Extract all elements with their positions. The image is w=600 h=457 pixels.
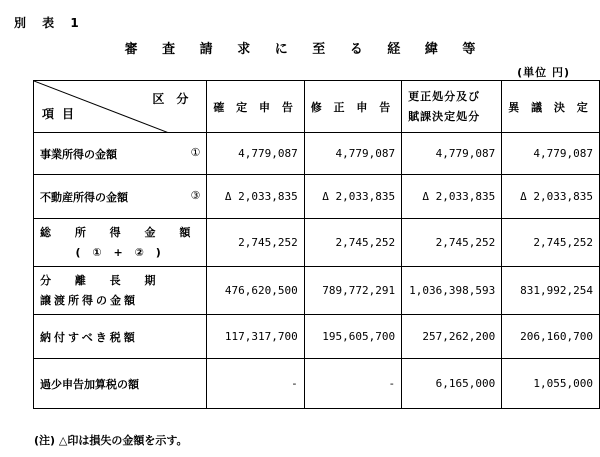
table-cell: Δ 2,033,835	[502, 175, 600, 219]
col-header-4: 異 議 決 定	[502, 81, 600, 133]
table-cell: 1,055,000	[502, 359, 600, 409]
table-cell: 257,262,200	[402, 315, 502, 359]
col-header-3-line2: 賦課決定処分	[408, 109, 481, 123]
table-cell: 2,745,252	[304, 219, 401, 267]
table-cell: 2,745,252	[502, 219, 600, 267]
table-cell: 4,779,087	[304, 133, 401, 175]
table-row	[34, 359, 600, 409]
table-cell: Δ 2,033,835	[207, 175, 304, 219]
table-cell: 831,992,254	[502, 267, 600, 315]
row-sublabel-text: 譲渡所得の金額	[40, 293, 138, 307]
table-row	[34, 267, 600, 315]
row-label	[34, 175, 207, 219]
table-row	[34, 315, 600, 359]
row-label	[34, 133, 207, 175]
page-title: 審 査 請 求 に 至 る 経 緯 等	[124, 42, 486, 57]
row-label-text: 過少申告加算税の額	[40, 377, 139, 391]
footnote: (注) △印は損失の金額を示す。	[34, 434, 188, 447]
table-cell: 4,779,087	[402, 133, 502, 175]
table-cell: 789,772,291	[304, 267, 401, 315]
table-cell: 4,779,087	[502, 133, 600, 175]
table-cell: -	[304, 359, 401, 409]
row-label-text: 総 所 得 金 額	[40, 225, 201, 239]
table-row	[34, 175, 600, 219]
col-header-2: 修 正 申 告	[304, 81, 401, 133]
table-cell: 117,317,700	[207, 315, 304, 359]
table-cell: 6,165,000	[402, 359, 502, 409]
header-row	[34, 81, 600, 133]
row-label	[34, 359, 207, 409]
row-label-text: 納付すべき税額	[40, 330, 138, 344]
table-cell: 2,745,252	[207, 219, 304, 267]
corner-header	[34, 81, 207, 133]
table-cell: 195,605,700	[304, 315, 401, 359]
table-label: 別 表 1	[14, 16, 85, 30]
row-label-text: 事業所得の金額	[40, 147, 117, 161]
row-label	[34, 219, 207, 267]
row-sublabel-text: ( ① + ② )	[75, 245, 165, 259]
col-header-3	[402, 81, 502, 133]
table-cell: 4,779,087	[207, 133, 304, 175]
row-mark: ③	[190, 188, 201, 202]
table-row	[34, 219, 600, 267]
table-cell: 2,745,252	[402, 219, 502, 267]
col-header-3-line1: 更正処分及び	[408, 89, 481, 103]
corner-bottom-label: 項目	[42, 107, 83, 121]
table-row	[34, 133, 600, 175]
col-header-1: 確 定 申 告	[207, 81, 304, 133]
row-mark: ①	[190, 145, 201, 159]
table-cell: Δ 2,033,835	[304, 175, 401, 219]
history-table	[33, 80, 600, 409]
table-cell: Δ 2,033,835	[402, 175, 502, 219]
corner-top-label: 区分	[152, 92, 201, 106]
row-label	[34, 267, 207, 315]
row-label-text: 分 離 長 期	[40, 273, 166, 287]
table-cell: 1,036,398,593	[402, 267, 502, 315]
table-cell: 206,160,700	[502, 315, 600, 359]
table-cell: 476,620,500	[207, 267, 304, 315]
row-label	[34, 315, 207, 359]
row-label-text: 不動産所得の金額	[40, 190, 128, 204]
table-cell: -	[207, 359, 304, 409]
unit-label: (単位 円)	[517, 66, 570, 79]
